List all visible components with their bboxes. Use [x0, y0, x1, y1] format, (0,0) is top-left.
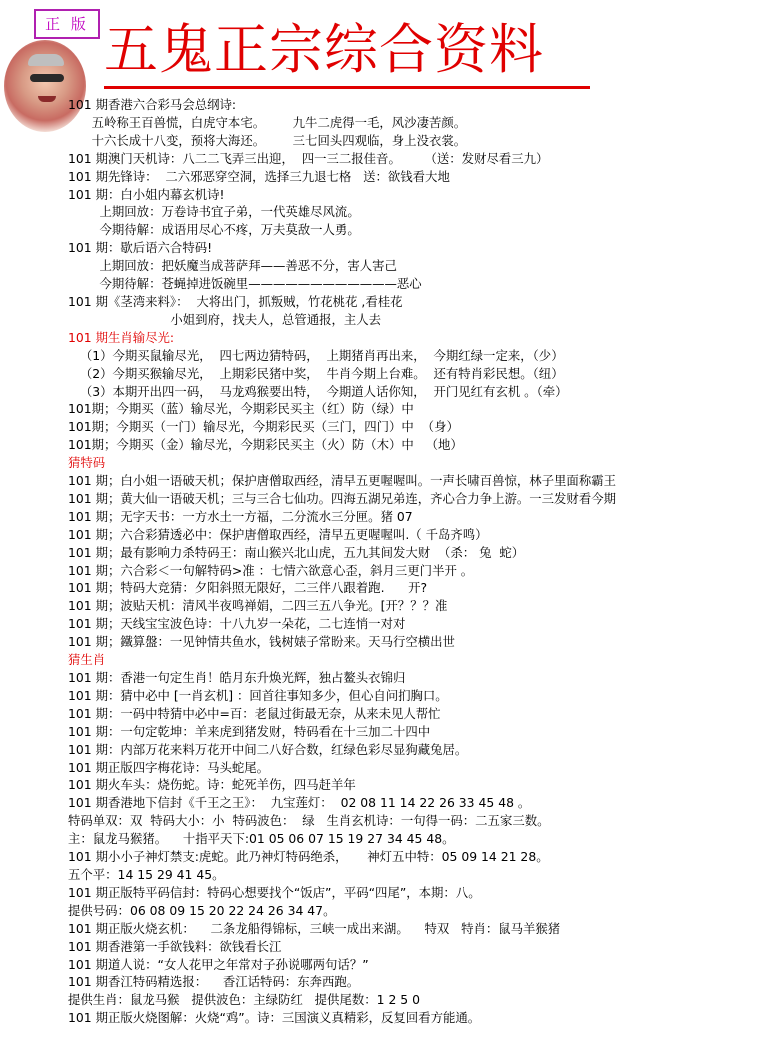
text-line: 101 期正版火烧图解：火烧“鸡”。诗：三国演义真精彩，反复回看方能通。: [68, 1010, 481, 1026]
title-underline: [104, 86, 590, 89]
text-line: 101期；今期买（蓝）输尽光，今期彩民买主（红）防（绿）中: [68, 401, 414, 417]
text-line: 101 期香江特码精选报： 香江话特码：东奔西跑。: [68, 974, 360, 990]
text-line: 101 期；最有影响力杀特码王：南山猴兴北山虎，五九其间发大财 （杀： 兔 蛇）: [68, 544, 525, 560]
text-line: 小姐到府，找夫人，总管通报，主人去: [68, 311, 382, 327]
text-line: （3）本期开出四一码， 马龙鸡猴要出特， 今期道人话你知， 开门见红有玄机 。（牵）: [68, 383, 568, 399]
text-line: 今期待解：苍蝇掉进饭碗里————————————恶心: [68, 276, 422, 292]
avatar-hair: [28, 54, 64, 66]
text-line: 101 期：猜中必中 [一肖玄机] ：回首往事知多少，但心自问扪胸口。: [68, 687, 448, 703]
avatar-mouth: [38, 96, 56, 102]
text-line: 101 期先锋诗： 二六邪恶穿空洞，选择三九退七格 送：欲钱看大地: [68, 168, 450, 184]
authentic-badge: 正 版: [34, 9, 100, 39]
text-line: 101 期；六合彩猜透必中：保护唐僧取西经，清早五更喔喔叫.（ 千岛齐鸣）: [68, 526, 488, 542]
text-line: 101 期：一码中特猜中必中=百：老鼠过街最无奈，从来未见人帮忙: [68, 705, 441, 721]
text-line: 主：鼠龙马猴猪。 十指平天下:01 05 06 07 15 19 27 34 45 48。: [68, 831, 455, 847]
text-line: 101 期；六合彩＜一句解特码>准 ：七情六欲意心歪，斜月三更门半开 。: [68, 562, 474, 578]
text-line: 101 期火车头：烧伤蛇。诗：蛇死羊伤，四马赶羊年: [68, 777, 356, 793]
text-line: 101期；今期买（金）输尽光，今期彩民买主（火）防（木）中 （地）: [68, 437, 463, 453]
text-line: 101 期道人说：“女人花甲之年常对子孙说哪两句话？”: [68, 956, 369, 972]
section-heading: 猜特码: [68, 455, 106, 471]
text-line: 101 期香港第一手欲钱料：欲钱看长江: [68, 938, 282, 954]
document-body: [68, 96, 758, 1027]
text-line: 101 期《茎湾来料》： 大将出门，抓叛贼，竹花桃花 ,看桂花: [68, 293, 403, 309]
text-line: 101 期；白小姐一语破天机；保护唐僧取西经，清早五更喔喔叫。一声长啸百兽惊，林子里面称霸王: [68, 473, 616, 489]
section-heading: 101 期生肖输尽光:: [68, 329, 175, 345]
text-line: 101 期；天线宝宝波色诗：十八九岁一朵花，二七连悄一对对: [68, 616, 406, 632]
text-line: 特码单双：双 特码大小：小 特码波色： 绿 生肖玄机诗：一句得一码：二五家三数。: [68, 813, 550, 829]
section-heading: 猜生肖: [68, 652, 106, 668]
text-line: 101 期；波贴天机：清风半夜鸣禅娟，二四三五八争光。[开？？？准: [68, 598, 448, 614]
text-line: 101 期；特码大竞猜：夕阳斜照无限好，二三伴八跟着跑. 开?: [68, 580, 428, 596]
avatar-glasses: [30, 74, 64, 82]
text-line: 101 期正版火烧玄机： 二条龙船得锦标，三峡一成出来湖。 特双 特肖：鼠马羊猴猪: [68, 920, 561, 936]
text-line: 101 期澳门天机诗：八二二飞弄三出迎， 四一三二报佳音。 （送：发财尽看三九）: [68, 150, 549, 166]
text-line: 101 期：内部万花来料万花开中间二八好合数，红绿色彩尽显狗藏兔居。: [68, 741, 468, 757]
text-line: 十六长成十八变，预将大海还。 三七回头四观临，身上没衣裳。: [68, 132, 467, 148]
text-line: 101 期正版特平码信封：特码心想要找个“饭店”，平码“四尾”，本期：八。: [68, 884, 481, 900]
text-line: 101 期正版四字梅花诗：马头蛇尾。: [68, 759, 270, 775]
text-line: （2）今期买猴输尽光， 上期彩民猪中奖， 牛肖今期上台难。 还有特肖彩民想。（纽）: [68, 365, 564, 381]
text-line: 101期；今期买（一门）输尽光，今期彩民买（三门，四门）中 （身）: [68, 419, 459, 435]
text-line: 101 期：香港一句定生肖！皓月东升焕光辉，独占鳌头衣锦归: [68, 670, 406, 685]
text-line: 101 期小小子神灯禁支:虎蛇。此乃神灯特码绝杀， 神灯五中特：05 09 14 21 28。: [68, 849, 549, 865]
text-line: 提供号码：06 08 09 15 20 22 24 26 34 47。: [68, 902, 336, 918]
text-line: 提供生肖：鼠龙马猴 提供波色：主绿防红 提供尾数：1 2 5 0: [68, 992, 420, 1008]
text-line: 上期回放：把妖魔当成菩萨拜——善恶不分，害人害己: [68, 258, 397, 274]
text-line: 五岭称王百兽慌，白虎守本宅。 九牛二虎得一毛，风沙凄苦颜。: [68, 114, 467, 130]
text-line: 101 期：歇后语六合特码!: [68, 240, 213, 256]
text-line: 101 期；无字天书：一方水土一方福，二分流水三分匣。猪 07: [68, 508, 413, 524]
text-line: 101 期；鐵算盤：一见钟情共鱼水，钱树婊子常盼来。天马行空横出世: [68, 634, 455, 650]
text-line: 101 期香港地下信封《千王之王》： 九宝莲灯： 02 08 11 14 22 26 33 45 48 。: [68, 795, 531, 811]
text-line: 101 期：一句定乾坤：羊来虎到猪发财，特码看在十三加二十四中: [68, 723, 431, 739]
text-line: 五个平：14 15 29 41 45。: [68, 866, 225, 882]
text-line: （1）今期买鼠输尽光， 四七两边猜特码， 上期猪肖再出来， 今期红绿一定来，（少）: [68, 347, 564, 363]
text-line: 101 期：白小姐内幕玄机诗!: [68, 186, 225, 202]
text-line: 上期回放：万卷诗书宜子弟，一代英雄尽风流。: [68, 204, 360, 220]
text-line: 101 期香港六合彩马会总纲诗:: [68, 97, 237, 112]
text-line: 101 期；黄大仙一语破天机；三与三合七仙功。四海五湖兄弟连，齐心合力争上游。一三发财看今期: [68, 490, 616, 506]
page-title: 五鬼正宗综合资料: [104, 18, 544, 81]
text-line: 今期待解：成语用尽心不疼，万夫莫敌一人勇。: [68, 222, 360, 238]
